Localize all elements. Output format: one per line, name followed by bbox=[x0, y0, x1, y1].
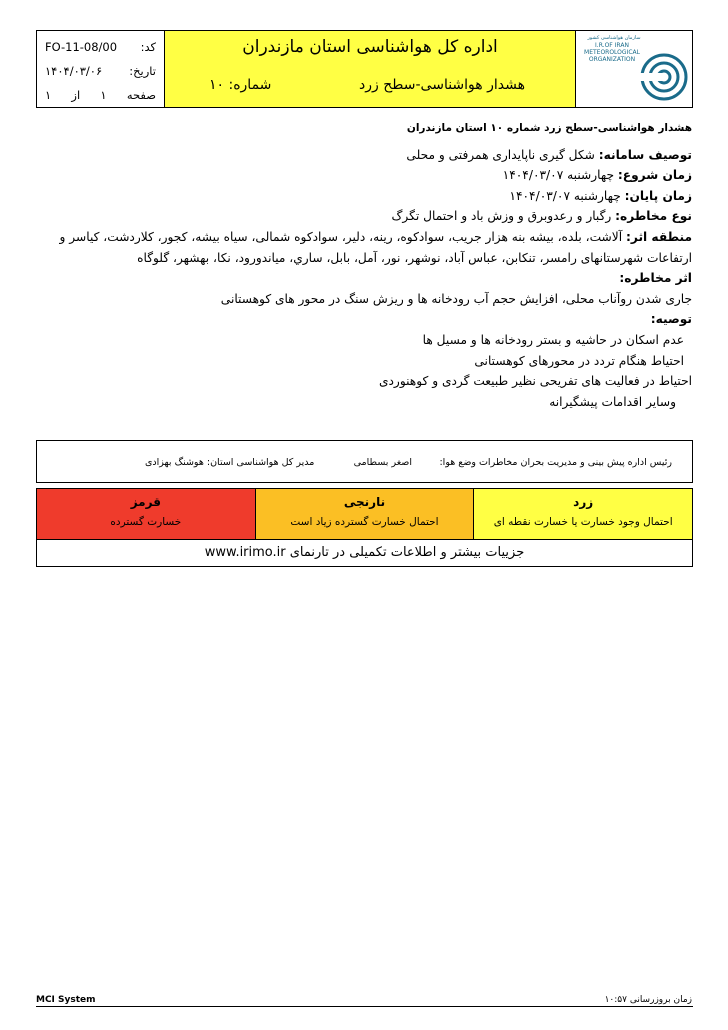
legend-footer: جزییات بیشتر و اطلاعات تکمیلی در تارنمای www.irimo.ir bbox=[204, 545, 525, 560]
hazard-value: رگبار و رعدوبرق و وزش باد و احتمال تگرگ bbox=[391, 209, 612, 224]
page-label: صفحه bbox=[126, 88, 156, 102]
legend-level-name: زرد bbox=[573, 495, 594, 509]
update-time-block bbox=[605, 995, 692, 1005]
advice-item: احتیاط هنگام تردد در محورهای کوهستانی bbox=[474, 353, 684, 368]
code-row bbox=[45, 35, 156, 59]
signature-box bbox=[36, 440, 693, 483]
effect-label: اثر مخاطره: bbox=[619, 271, 692, 286]
end-label: زمان پایان: bbox=[624, 188, 692, 203]
region-line bbox=[42, 227, 692, 268]
code-label: کد: bbox=[140, 40, 156, 54]
legend-red bbox=[37, 489, 256, 539]
head-label: رئیس اداره پیش بینی و مدیریت بحران مخاطرات وضع هوا: bbox=[439, 457, 672, 468]
header-table bbox=[36, 30, 693, 108]
system-line bbox=[42, 145, 692, 166]
region-value: آلاشت، بلده، بیشه بنه هزار جریب، سوادکوه، رینه، دلیر، سوادکوه شمالی، سیاه بیشه، کجور، کلاردشت، کیاسر و ارتفاعات شهرستانهای رامسر، تنکابن، عباس آباد، نوشهر، نور، آمل، بابل، ساري، میاندورود، نکا، بهشهر، گلوگاه bbox=[59, 229, 692, 265]
advice-item: وسایر اقدامات پیشگیرانه bbox=[549, 394, 676, 409]
legend-orange bbox=[256, 489, 475, 539]
date-value: ۱۴۰۴/۰۳/۰۶ bbox=[45, 64, 103, 78]
code-value: FO-11-08/00 bbox=[45, 40, 118, 54]
hazard-label: نوع مخاطره: bbox=[615, 209, 692, 224]
warning-body bbox=[42, 118, 692, 412]
legend-level-name: نارنجی bbox=[343, 495, 386, 509]
advice-heading bbox=[42, 309, 692, 330]
legend-yellow bbox=[474, 489, 692, 539]
system-name: MCI System bbox=[36, 995, 96, 1005]
region-label: منطقه اثر: bbox=[625, 229, 692, 244]
head-name: اصغر بسطامی bbox=[353, 457, 412, 468]
effect-value: جاری شدن روآناب محلی، افزایش حجم آب رودخانه ها و ریزش سنگ در محور های کوهستانی bbox=[220, 291, 692, 306]
start-line bbox=[42, 165, 692, 186]
logo-text-fa: سازمان هواشناسی کشور bbox=[587, 35, 641, 41]
effect-heading bbox=[42, 268, 692, 289]
page-total: ۱ bbox=[45, 88, 52, 102]
hazard-line bbox=[42, 206, 692, 227]
legend-level-name: قرمز bbox=[130, 495, 161, 509]
advice-item: احتیاط در فعالیت های تفریحی نظیر طبیعت گردی و کوهنوردی bbox=[378, 374, 692, 389]
update-time: ۱۰:۵۷ bbox=[604, 995, 627, 1005]
director-signature bbox=[145, 457, 314, 468]
director-name: هوشنگ بهزادی bbox=[145, 457, 204, 468]
start-value: چهارشنبه ۱۴۰۴/۰۳/۰۷ bbox=[502, 168, 614, 183]
severity-legend bbox=[36, 488, 693, 567]
legend-level-desc: خسارت گسترده bbox=[110, 516, 182, 528]
update-label: زمان بروزرسانی bbox=[629, 995, 692, 1005]
warning-title: هشدار هواشناسی-سطح زرد شماره ۱۰ استان مازندران bbox=[406, 122, 692, 134]
advice-item: عدم اسکان در حاشیه و بستر رودخانه ها و مسیل ها bbox=[422, 332, 684, 347]
advice-label: توصیه: bbox=[650, 312, 692, 327]
date-label: تاریخ: bbox=[129, 64, 156, 78]
logo-emblem-icon bbox=[576, 31, 692, 107]
warning-type: هشدار هواشناسی-سطح زرد bbox=[359, 77, 525, 93]
page-current: ۱ bbox=[100, 88, 107, 102]
page-row bbox=[45, 83, 156, 107]
system-value: شکل گیری ناپایداری همرفتی و محلی bbox=[406, 147, 595, 162]
page-title: اداره کل هواشناسی استان مازندران bbox=[242, 37, 498, 57]
end-value: چهارشنبه ۱۴۰۴/۰۳/۰۷ bbox=[509, 188, 621, 203]
legend-level-desc: احتمال خسارت گسترده زیاد است bbox=[290, 516, 439, 528]
date-row bbox=[45, 59, 156, 83]
system-label: توصیف سامانه: bbox=[598, 147, 692, 162]
end-line bbox=[42, 186, 692, 207]
warning-number: شماره: ۱۰ bbox=[209, 77, 272, 93]
logo-line-3: ORGANIZATION bbox=[588, 56, 636, 63]
logo-line-2: METEOROLOGICAL bbox=[584, 49, 640, 56]
director-label: مدیر کل هواشناسی استان: bbox=[206, 457, 315, 468]
header-title-block bbox=[165, 31, 576, 107]
footer-divider bbox=[36, 1006, 693, 1007]
start-label: زمان شروع: bbox=[617, 168, 692, 183]
page-of: از bbox=[71, 88, 81, 102]
legend-cells bbox=[37, 489, 692, 540]
logo-line-1: I.R.OF IRAN bbox=[595, 42, 629, 49]
legend-level-desc: احتمال وجود خسارت یا خسارت نقطه ای bbox=[493, 516, 673, 528]
organization-logo bbox=[576, 31, 692, 107]
document-meta bbox=[37, 31, 165, 107]
